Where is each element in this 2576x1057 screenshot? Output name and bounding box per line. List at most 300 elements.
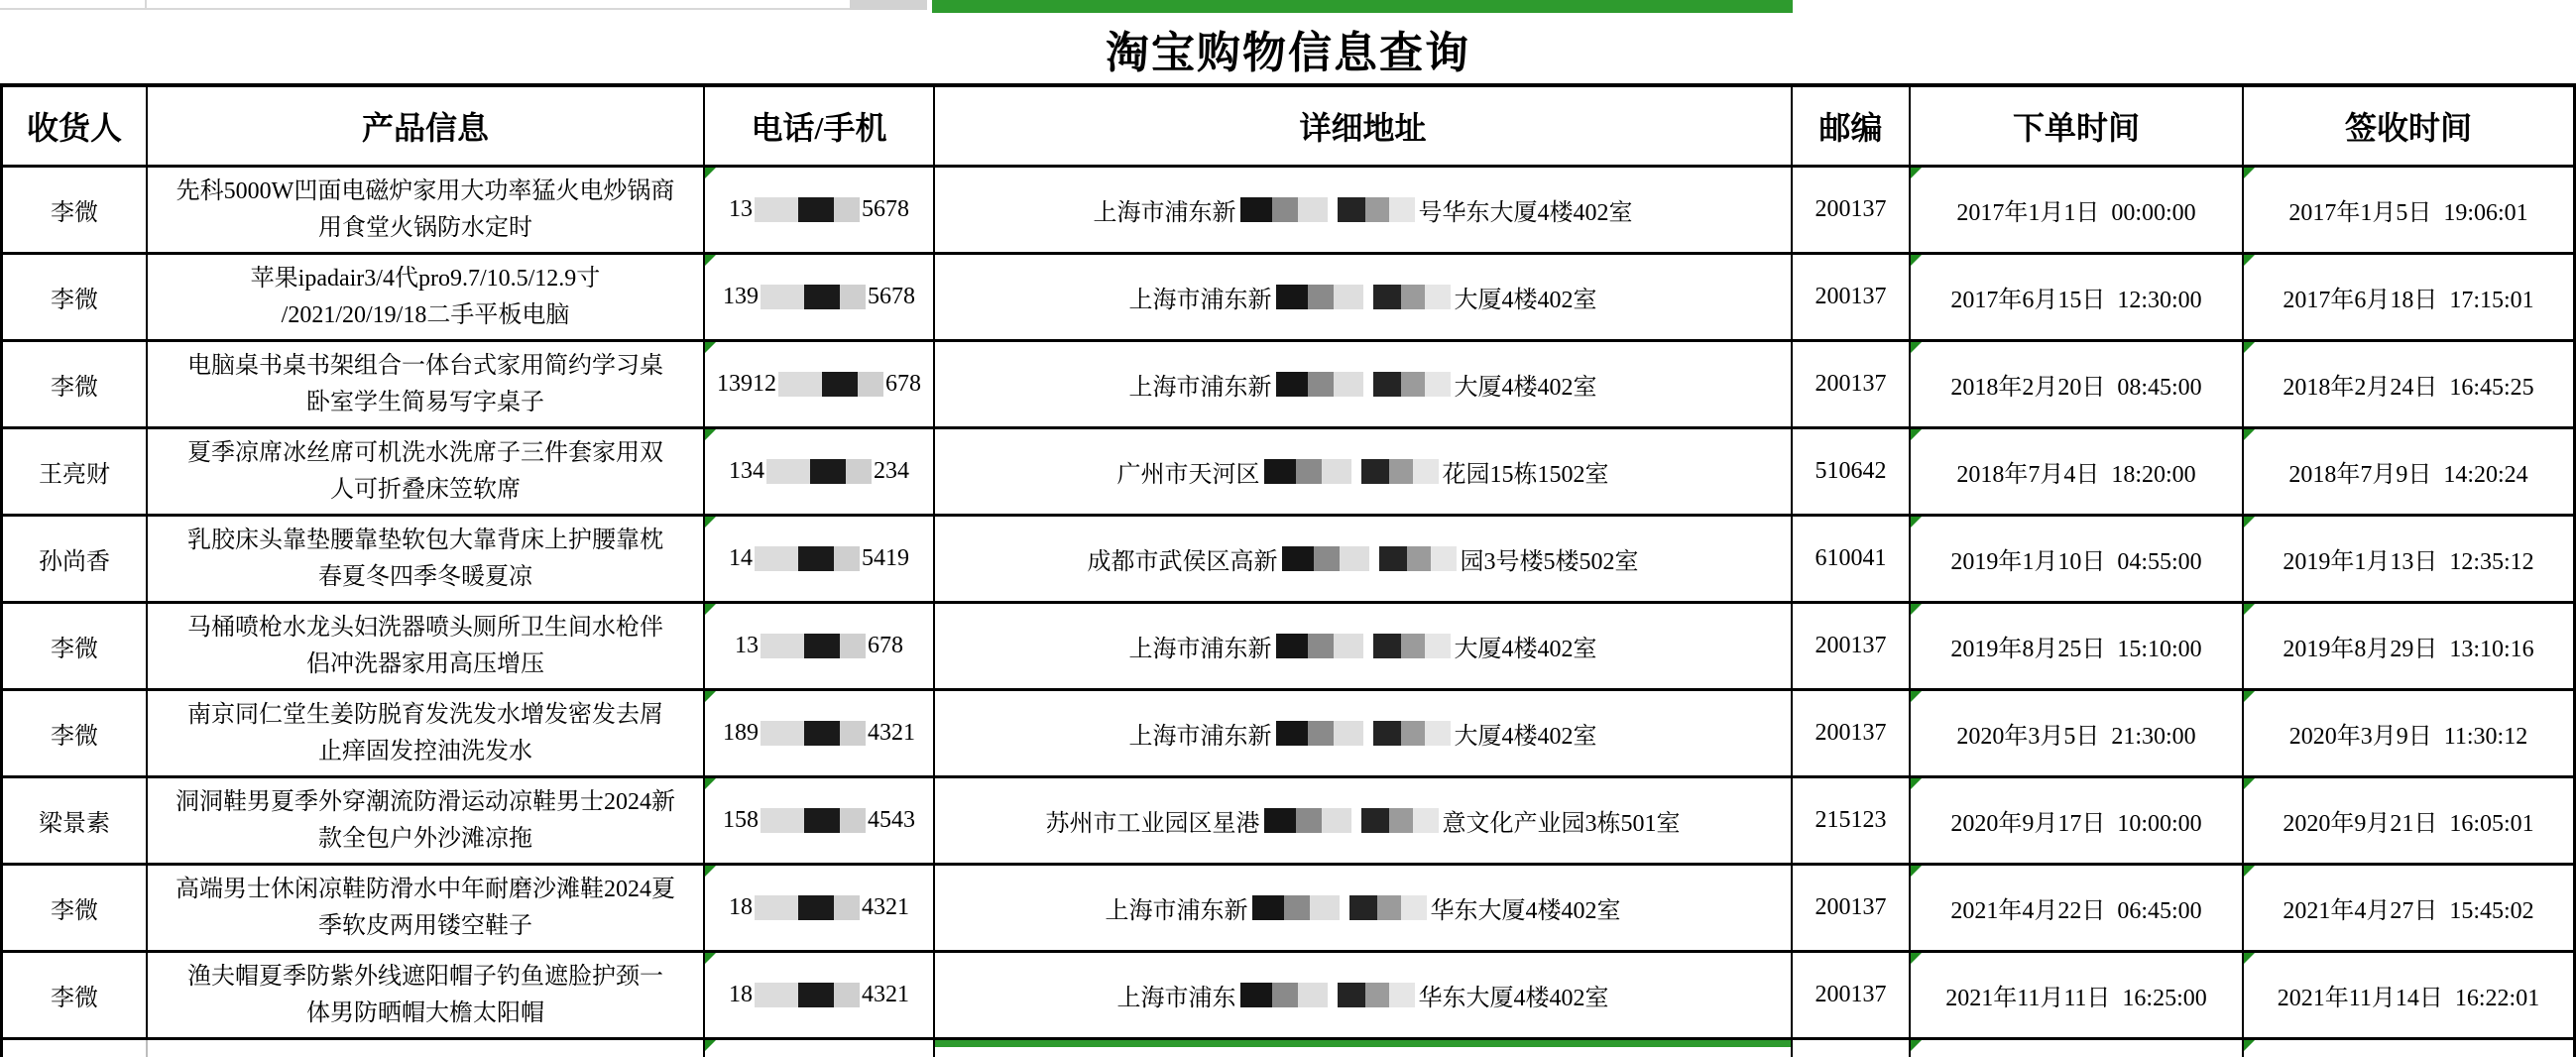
order-time-value: 2020年3月5日 21:30:00 xyxy=(1956,724,2196,750)
product-text-line1: 南京同仁堂生姜防脱育发洗发水增发密发去屑 xyxy=(187,701,663,728)
order-time-value: 2019年1月10日 04:55:00 xyxy=(1950,549,2202,575)
redaction-block xyxy=(1425,721,1451,746)
recipient-name: 李微 xyxy=(51,898,98,924)
sign-time-value: 2021年11月14日 16:22:01 xyxy=(2277,986,2540,1011)
table-row xyxy=(3,168,2573,255)
error-indicator-triangle xyxy=(2244,866,2255,877)
redaction-block xyxy=(1365,983,1389,1007)
header-address-label: 详细地址 xyxy=(1299,110,1427,146)
order-time-value: 2021年4月22日 06:45:00 xyxy=(1950,898,2202,924)
redaction-block xyxy=(834,546,860,571)
redaction-block xyxy=(761,634,804,658)
phone-suffix: 5419 xyxy=(862,545,909,571)
product-text-line1: 高端男士休闲凉鞋防滑水中年耐磨沙滩鞋2024夏 xyxy=(176,876,675,902)
postal-code: 200137 xyxy=(1815,982,1887,1007)
phone-prefix: 139 xyxy=(723,284,759,309)
order-time-cell[interactable] xyxy=(1911,342,2244,426)
redaction-block xyxy=(804,285,840,309)
recipient-name: 李微 xyxy=(51,637,98,662)
product-cell[interactable] xyxy=(148,517,705,601)
postal-cell[interactable] xyxy=(1793,604,1911,688)
error-indicator-triangle xyxy=(705,604,716,615)
redaction-block xyxy=(1334,372,1363,397)
error-indicator-triangle xyxy=(2244,168,2255,178)
sign-time-cell[interactable] xyxy=(2244,342,2573,426)
header-phone[interactable] xyxy=(705,87,935,165)
sign-time-cell[interactable] xyxy=(2244,255,2573,339)
error-indicator-triangle xyxy=(2244,1040,2255,1051)
error-indicator-triangle xyxy=(705,517,716,528)
address-cell[interactable] xyxy=(935,429,1793,514)
postal-cell[interactable] xyxy=(1793,517,1911,601)
phone-prefix: 134 xyxy=(729,458,764,484)
product-text-line1: 洞洞鞋男夏季外穿潮流防滑运动凉鞋男士2024新 xyxy=(176,788,675,815)
product-text-line1: 先科5000W凹面电磁炉家用大功率猛火电炒锅商 xyxy=(176,177,675,204)
error-indicator-triangle xyxy=(2244,604,2255,615)
product-text-line2: 卧室学生简易写字桌子 xyxy=(306,389,544,415)
phone-prefix: 14 xyxy=(729,545,753,571)
redaction-block xyxy=(1373,285,1401,309)
sign-time-value: 2017年6月18日 17:15:01 xyxy=(2283,288,2534,313)
header-recipient-label: 收货人 xyxy=(26,110,122,146)
address-suffix: 大厦4楼402室 xyxy=(1454,724,1597,750)
phone-prefix: 189 xyxy=(723,720,759,746)
product-text-line2: 人可折叠床笠软席 xyxy=(330,476,521,503)
phone-prefix: 158 xyxy=(723,807,759,833)
redaction-block xyxy=(1296,459,1322,484)
redaction-block xyxy=(1334,285,1363,309)
redaction-block xyxy=(1308,634,1334,658)
phone-cell[interactable] xyxy=(705,429,935,514)
gridline-vertical xyxy=(145,0,147,8)
product-text-line2: /2021/20/19/18二手平板电脑 xyxy=(281,301,570,328)
order-time-cell[interactable] xyxy=(1911,866,2244,950)
redaction-block xyxy=(1284,895,1310,920)
error-indicator-triangle xyxy=(2244,342,2255,353)
postal-cell[interactable] xyxy=(1793,168,1911,252)
sign-time-cell[interactable] xyxy=(2244,168,2573,252)
address-suffix: 意文化产业园3栋501室 xyxy=(1442,811,1681,837)
phone-cell[interactable] xyxy=(705,691,935,775)
redaction-block xyxy=(1361,459,1389,484)
recipient-cell[interactable] xyxy=(3,778,148,863)
sign-time-cell[interactable] xyxy=(2244,866,2573,950)
error-indicator-triangle xyxy=(2244,429,2255,440)
redaction-block xyxy=(755,895,798,920)
redaction-block xyxy=(1377,895,1401,920)
redaction-block xyxy=(1349,895,1377,920)
postal-cell[interactable] xyxy=(1793,255,1911,339)
sign-time-cell[interactable] xyxy=(2244,1040,2573,1057)
product-text-line2: 季软皮两用镂空鞋子 xyxy=(318,912,532,939)
phone-suffix: 4321 xyxy=(862,982,909,1007)
phone-prefix: 13912 xyxy=(717,371,776,397)
redaction-block xyxy=(804,721,840,746)
address-prefix: 苏州市工业园区星港 xyxy=(1045,811,1260,837)
postal-code: 510642 xyxy=(1815,458,1887,484)
phone-cell[interactable] xyxy=(705,1040,935,1057)
top-gridline-strip xyxy=(0,0,2576,14)
order-time-cell[interactable] xyxy=(1911,953,2244,1037)
redaction-block xyxy=(1240,197,1272,222)
data-table xyxy=(0,83,2576,1057)
header-address[interactable] xyxy=(935,87,1793,165)
error-indicator-triangle xyxy=(1911,953,1922,964)
redaction-block xyxy=(761,721,804,746)
postal-cell[interactable] xyxy=(1793,778,1911,863)
sign-time-value: 2018年7月9日 14:20:24 xyxy=(2288,462,2528,488)
address-suffix: 华东大厦4楼402室 xyxy=(1430,898,1621,924)
product-cell[interactable] xyxy=(148,778,705,863)
order-time-value: 2017年6月15日 12:30:00 xyxy=(1950,288,2202,313)
redaction-block xyxy=(755,197,798,222)
phone-suffix: 678 xyxy=(885,371,921,397)
error-indicator-triangle xyxy=(1911,866,1922,877)
address-cell[interactable] xyxy=(935,517,1793,601)
redaction-block xyxy=(1401,721,1425,746)
green-highlight-bar xyxy=(932,0,1793,13)
product-text-line2: 止痒固发控油洗发水 xyxy=(318,738,532,764)
error-indicator-triangle xyxy=(1911,429,1922,440)
header-product-label: 产品信息 xyxy=(361,110,489,146)
redaction-block xyxy=(798,895,834,920)
header-row xyxy=(3,87,2573,168)
address-cell[interactable] xyxy=(935,342,1793,426)
order-time-value: 2017年1月1日 00:00:00 xyxy=(1956,200,2196,226)
product-cell[interactable] xyxy=(148,342,705,426)
address-suffix: 园3号楼5楼502室 xyxy=(1460,549,1639,575)
error-indicator-triangle xyxy=(1911,778,1922,789)
product-text-line2: 体男防晒帽大檐太阳帽 xyxy=(306,999,544,1026)
redaction-block xyxy=(804,808,840,833)
sign-time-cell[interactable] xyxy=(2244,691,2573,775)
address-cell[interactable] xyxy=(935,691,1793,775)
product-cell[interactable] xyxy=(148,866,705,950)
table-row xyxy=(3,517,2573,604)
phone-suffix: 234 xyxy=(874,458,909,484)
phone-suffix: 4543 xyxy=(868,807,915,833)
error-indicator-triangle xyxy=(705,429,716,440)
phone-prefix: 13 xyxy=(735,633,759,658)
address-suffix: 华东大厦4楼402室 xyxy=(1418,986,1609,1011)
phone-suffix: 678 xyxy=(868,633,903,658)
product-cell[interactable] xyxy=(148,604,705,688)
redaction-block xyxy=(1413,808,1439,833)
header-sign-time[interactable] xyxy=(2244,87,2573,165)
phone-cell[interactable] xyxy=(705,604,935,688)
error-indicator-triangle xyxy=(705,953,716,964)
order-time-value: 2021年11月11日 16:25:00 xyxy=(1945,986,2207,1011)
order-time-value: 2018年7月4日 18:20:00 xyxy=(1956,462,2196,488)
order-time-cell[interactable] xyxy=(1911,691,2244,775)
product-cell[interactable] xyxy=(148,168,705,252)
recipient-name: 梁景素 xyxy=(39,811,110,837)
address-suffix: 大厦4楼402室 xyxy=(1454,288,1597,313)
phone-cell[interactable] xyxy=(705,342,935,426)
redaction-block xyxy=(840,721,866,746)
sign-time-value: 2019年8月29日 13:10:16 xyxy=(2283,637,2534,662)
redaction-block xyxy=(1338,983,1365,1007)
product-text-line2: 用食堂火锅防水定时 xyxy=(318,214,532,241)
address-cell[interactable] xyxy=(935,1040,1793,1057)
error-indicator-triangle xyxy=(705,691,716,702)
redaction-block xyxy=(1425,285,1451,309)
error-indicator-triangle xyxy=(1911,604,1922,615)
redaction-block xyxy=(1361,808,1389,833)
error-indicator-triangle xyxy=(705,866,716,877)
redaction-block xyxy=(1373,634,1401,658)
error-indicator-triangle xyxy=(2244,778,2255,789)
header-recipient[interactable] xyxy=(3,87,148,165)
sign-time-value: 2020年3月9日 11:30:12 xyxy=(2288,724,2528,750)
redaction-block xyxy=(1334,634,1363,658)
header-product[interactable] xyxy=(148,87,705,165)
postal-code: 200137 xyxy=(1815,284,1887,309)
address-prefix: 上海市浦东新 xyxy=(1128,637,1272,662)
redaction-block xyxy=(1322,459,1351,484)
redaction-block xyxy=(1322,808,1351,833)
product-cell[interactable] xyxy=(148,1040,705,1057)
error-indicator-triangle xyxy=(2244,517,2255,528)
order-time-cell[interactable] xyxy=(1911,168,2244,252)
postal-code: 200137 xyxy=(1815,894,1887,920)
table-row xyxy=(3,866,2573,953)
redaction-block xyxy=(810,459,846,484)
redaction-block xyxy=(1379,546,1407,571)
postal-cell[interactable] xyxy=(1793,691,1911,775)
product-text-line1: 苹果ipadair3/4代pro9.7/10.5/12.9寸 xyxy=(250,265,601,292)
redaction-block xyxy=(1276,634,1308,658)
address-prefix: 上海市浦东新 xyxy=(1128,375,1272,401)
postal-cell[interactable] xyxy=(1793,1040,1911,1057)
postal-cell[interactable] xyxy=(1793,429,1911,514)
table-row xyxy=(3,255,2573,342)
recipient-cell[interactable] xyxy=(3,429,148,514)
address-prefix: 成都市武侯区高新 xyxy=(1087,549,1278,575)
redaction-block xyxy=(1272,197,1298,222)
address-prefix: 上海市浦东新 xyxy=(1128,288,1272,313)
postal-cell[interactable] xyxy=(1793,342,1911,426)
product-text-line1: 夏季凉席冰丝席可机洗水洗席子三件套家用双 xyxy=(187,439,663,466)
address-prefix: 广州市天河区 xyxy=(1116,462,1260,488)
redaction-block xyxy=(1272,983,1298,1007)
redaction-block xyxy=(1365,197,1389,222)
sign-time-value: 2021年4月27日 15:45:02 xyxy=(2283,898,2534,924)
phone-cell[interactable] xyxy=(705,255,935,339)
error-indicator-triangle xyxy=(705,255,716,266)
redaction-block xyxy=(1276,372,1308,397)
redaction-block xyxy=(1308,285,1334,309)
redaction-block xyxy=(778,372,822,397)
redaction-block xyxy=(1298,197,1328,222)
order-time-value: 2018年2月20日 08:45:00 xyxy=(1950,375,2202,401)
error-indicator-triangle xyxy=(1911,691,1922,702)
redaction-block xyxy=(1373,372,1401,397)
recipient-cell[interactable] xyxy=(3,866,148,950)
redaction-block xyxy=(1401,895,1427,920)
postal-cell[interactable] xyxy=(1793,953,1911,1037)
sign-time-cell[interactable] xyxy=(2244,429,2573,514)
redaction-block xyxy=(1264,459,1296,484)
product-text-line1: 电脑桌书桌书架组合一体台式家用简约学习桌 xyxy=(187,352,663,379)
phone-cell[interactable] xyxy=(705,168,935,252)
address-prefix: 上海市浦东新 xyxy=(1105,898,1248,924)
sign-time-cell[interactable] xyxy=(2244,778,2573,863)
phone-cell[interactable] xyxy=(705,953,935,1037)
address-prefix: 上海市浦东新 xyxy=(1128,724,1272,750)
error-indicator-triangle xyxy=(705,168,716,178)
postal-code: 200137 xyxy=(1815,633,1887,658)
redaction-block xyxy=(1340,546,1369,571)
redaction-block xyxy=(840,634,866,658)
address-cell[interactable] xyxy=(935,778,1793,863)
redaction-block xyxy=(840,808,866,833)
product-cell[interactable] xyxy=(148,953,705,1037)
recipient-name: 王亮财 xyxy=(39,462,110,488)
phone-cell[interactable] xyxy=(705,778,935,863)
header-postal[interactable] xyxy=(1793,87,1911,165)
recipient-cell[interactable] xyxy=(3,342,148,426)
error-indicator-triangle xyxy=(2244,255,2255,266)
redaction-block xyxy=(1413,459,1439,484)
error-indicator-triangle xyxy=(705,1040,716,1051)
error-indicator-triangle xyxy=(2244,691,2255,702)
recipient-cell[interactable] xyxy=(3,1040,148,1057)
table-body xyxy=(3,168,2573,1040)
redaction-block xyxy=(1373,721,1401,746)
phone-suffix: 4321 xyxy=(862,894,909,920)
table-row xyxy=(3,691,2573,778)
address-cell[interactable] xyxy=(935,953,1793,1037)
redaction-block xyxy=(1401,285,1425,309)
error-indicator-triangle xyxy=(1911,168,1922,178)
redaction-block xyxy=(1276,285,1308,309)
address-cell[interactable] xyxy=(935,866,1793,950)
recipient-name: 孙尚香 xyxy=(39,549,110,575)
sign-time-value: 2018年2月24日 16:45:25 xyxy=(2283,375,2534,401)
recipient-cell[interactable] xyxy=(3,691,148,775)
redaction-block xyxy=(1338,197,1365,222)
sign-time-cell[interactable] xyxy=(2244,517,2573,601)
redaction-block xyxy=(798,197,834,222)
address-prefix: 上海市浦东新 xyxy=(1093,200,1236,226)
recipient-cell[interactable] xyxy=(3,517,148,601)
order-time-cell[interactable] xyxy=(1911,517,2244,601)
phone-cell[interactable] xyxy=(705,866,935,950)
header-order-time[interactable] xyxy=(1911,87,2244,165)
redaction-block xyxy=(1276,721,1308,746)
order-time-cell[interactable] xyxy=(1911,429,2244,514)
redaction-block xyxy=(1298,983,1328,1007)
header-order-time-label: 下单时间 xyxy=(2012,110,2140,146)
redaction-block xyxy=(1431,546,1457,571)
address-suffix: 号华东大厦4楼402室 xyxy=(1418,200,1633,226)
address-suffix: 大厦4楼402室 xyxy=(1454,375,1597,401)
gray-cell-fragment xyxy=(850,0,927,10)
table-row xyxy=(3,953,2573,1040)
recipient-name: 李微 xyxy=(51,200,98,226)
redaction-block xyxy=(858,372,883,397)
phone-prefix: 18 xyxy=(729,982,753,1007)
phone-suffix: 5678 xyxy=(868,284,915,309)
redaction-block xyxy=(1389,808,1413,833)
table-row xyxy=(3,342,2573,429)
redaction-block xyxy=(1389,197,1415,222)
product-cell[interactable] xyxy=(148,691,705,775)
error-indicator-triangle xyxy=(1911,255,1922,266)
product-text-line1: 乳胶床头靠垫腰靠垫软包大靠背床上护腰靠枕 xyxy=(187,527,663,553)
address-prefix: 上海市浦东 xyxy=(1116,986,1236,1011)
redaction-block xyxy=(1308,372,1334,397)
redaction-block xyxy=(822,372,858,397)
address-cell[interactable] xyxy=(935,255,1793,339)
recipient-cell[interactable] xyxy=(3,953,148,1037)
redaction-block xyxy=(1334,721,1363,746)
phone-cell[interactable] xyxy=(705,517,935,601)
error-indicator-triangle xyxy=(2244,953,2255,964)
redaction-block xyxy=(804,634,840,658)
sign-time-value: 2019年1月13日 12:35:12 xyxy=(2283,549,2534,575)
recipient-cell[interactable] xyxy=(3,255,148,339)
order-time-cell[interactable] xyxy=(1911,778,2244,863)
redaction-block xyxy=(1389,459,1413,484)
recipient-cell[interactable] xyxy=(3,168,148,252)
address-cell[interactable] xyxy=(935,604,1793,688)
recipient-name: 李微 xyxy=(51,724,98,750)
redaction-block xyxy=(798,983,834,1007)
postal-cell[interactable] xyxy=(1793,866,1911,950)
address-suffix: 花园15栋1502室 xyxy=(1442,462,1609,488)
recipient-cell[interactable] xyxy=(3,604,148,688)
sign-time-cell[interactable] xyxy=(2244,604,2573,688)
header-postal-label: 邮编 xyxy=(1818,110,1883,146)
error-indicator-triangle xyxy=(1911,517,1922,528)
sign-time-cell[interactable] xyxy=(2244,953,2573,1037)
order-time-cell[interactable] xyxy=(1911,255,2244,339)
postal-code: 215123 xyxy=(1815,807,1887,833)
error-indicator-triangle xyxy=(1911,342,1922,353)
phone-suffix: 4321 xyxy=(868,720,915,746)
address-cell[interactable] xyxy=(935,168,1793,252)
redaction-block xyxy=(1425,634,1451,658)
redaction-block xyxy=(840,285,866,309)
product-cell[interactable] xyxy=(148,255,705,339)
redaction-block xyxy=(834,197,860,222)
redaction-block xyxy=(1407,546,1431,571)
partial-bottom-row xyxy=(3,1040,2573,1057)
title-row xyxy=(0,14,2576,83)
product-text-line2: 款全包户外沙滩凉拖 xyxy=(318,825,532,852)
redaction-block xyxy=(1282,546,1314,571)
phone-suffix: 5678 xyxy=(862,196,909,222)
gridline-horizontal xyxy=(0,8,850,10)
recipient-name: 李微 xyxy=(51,288,98,313)
redaction-block xyxy=(798,546,834,571)
redaction-block xyxy=(834,895,860,920)
postal-code: 200137 xyxy=(1815,196,1887,222)
redaction-block xyxy=(1389,983,1415,1007)
redaction-block xyxy=(1425,372,1451,397)
error-indicator-triangle xyxy=(705,342,716,353)
redaction-block xyxy=(846,459,872,484)
product-cell[interactable] xyxy=(148,429,705,514)
phone-prefix: 13 xyxy=(729,196,753,222)
redaction-block xyxy=(766,459,810,484)
postal-code: 200137 xyxy=(1815,371,1887,397)
order-time-cell[interactable] xyxy=(1911,604,2244,688)
redaction-block xyxy=(1308,721,1334,746)
order-time-cell[interactable] xyxy=(1911,1040,2244,1057)
